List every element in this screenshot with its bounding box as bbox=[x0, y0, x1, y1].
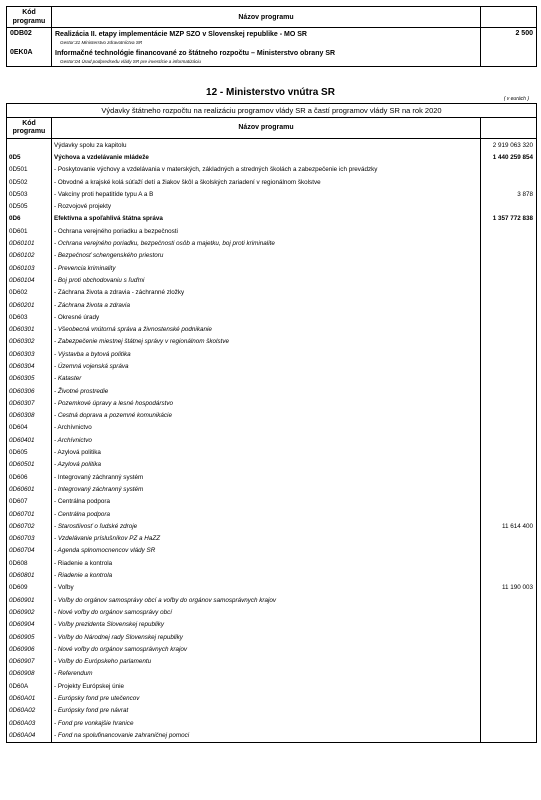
program-name: - Európsky fond pre utečencov bbox=[52, 692, 481, 704]
program-name: - Riadenie a kontrola bbox=[52, 557, 481, 569]
program-name: - Ochrana verejného poriadku, bezpečnosti osôb a majetku, boj proti kriminalite bbox=[52, 237, 481, 249]
program-amount bbox=[481, 643, 537, 655]
program-code: 0D601 bbox=[7, 225, 52, 237]
program-code: 0D60908 bbox=[7, 668, 52, 680]
program-cell bbox=[52, 28, 481, 48]
table-row bbox=[7, 569, 537, 581]
table-caption-row bbox=[7, 104, 537, 118]
program-name: - Vakcíny proti hepatitíde typu A a B bbox=[52, 188, 481, 200]
program-amount bbox=[481, 274, 537, 286]
program-code: 0D60A03 bbox=[7, 717, 52, 729]
table-row bbox=[7, 459, 537, 471]
table-row bbox=[7, 422, 537, 434]
program-code: 0D60904 bbox=[7, 619, 52, 631]
program-name: - Voľby prezidenta Slovenskej republiky bbox=[52, 619, 481, 631]
table-row bbox=[7, 631, 537, 643]
program-code: 0D60601 bbox=[7, 483, 52, 495]
program-name: - Fond na spolufinancovanie zahraničnej pomoci bbox=[52, 729, 481, 742]
program-name: - Voľby do Európskeho parlamentu bbox=[52, 655, 481, 667]
program-gestor: Gestor:04 Úrad podpredsedu vlády SR pre investície a informatizáciu bbox=[60, 59, 201, 64]
program-code: 0D604 bbox=[7, 422, 52, 434]
program-name: - Všeobecná vnútorná správa a živnostenské podnikanie bbox=[52, 323, 481, 335]
program-code: 0D60102 bbox=[7, 250, 52, 262]
program-name: - Archívnictvo bbox=[52, 434, 481, 446]
program-code: 0D60103 bbox=[7, 262, 52, 274]
table-row bbox=[7, 692, 537, 704]
table-row bbox=[7, 446, 537, 458]
program-title: Realizácia II. etapy implementácie MZP SZO v Slovenskej republike - MO SR bbox=[55, 31, 307, 38]
program-code: 0D602 bbox=[7, 287, 52, 299]
table-row bbox=[7, 299, 537, 311]
table-caption: Výdavky štátneho rozpočtu na realizáciu programov vlády SR a častí programov vlády SR na rok 2020 bbox=[7, 104, 537, 118]
program-name: - Zabezpečenie miestnej štátnej správy v regionálnom školstve bbox=[52, 336, 481, 348]
program-name: - Centrálna podpora bbox=[52, 496, 481, 508]
program-amount bbox=[481, 373, 537, 385]
program-amount bbox=[481, 200, 537, 212]
table-row bbox=[7, 360, 537, 372]
table-row bbox=[7, 594, 537, 606]
table-row bbox=[7, 533, 537, 545]
table-row bbox=[7, 557, 537, 569]
program-title: Informačné technológie financované zo štátneho rozpočtu – Ministerstvo obrany SR bbox=[55, 50, 336, 57]
program-name: - Poskytovanie výchovy a vzdelávania v materských, základných a stredných školách a zabezpečenie ich prevádzky bbox=[52, 164, 481, 176]
program-name: - Projekty Európskej únie bbox=[52, 680, 481, 692]
program-amount bbox=[481, 360, 537, 372]
program-name: - Centrálna podpora bbox=[52, 508, 481, 520]
program-name: - Záchrana života a zdravia bbox=[52, 299, 481, 311]
program-amount bbox=[481, 471, 537, 483]
table-row bbox=[7, 200, 537, 212]
program-code: 0D60307 bbox=[7, 397, 52, 409]
column-header-name: Názov programu bbox=[52, 7, 481, 28]
table-row bbox=[7, 250, 537, 262]
program-amount bbox=[481, 631, 537, 643]
table-row bbox=[7, 496, 537, 508]
program-amount bbox=[481, 545, 537, 557]
program-code: 0D60305 bbox=[7, 373, 52, 385]
table-row bbox=[7, 397, 537, 409]
program-amount bbox=[481, 619, 537, 631]
program-code: 0D60702 bbox=[7, 520, 52, 532]
program-amount: 1 440 259 854 bbox=[481, 151, 537, 163]
table-row bbox=[7, 705, 537, 717]
program-gestor: Gestor:31 Ministerstvo zdravotníctva SR bbox=[60, 40, 143, 45]
program-code: 0D60302 bbox=[7, 336, 52, 348]
program-code: 0D502 bbox=[7, 176, 52, 188]
table-row bbox=[7, 385, 537, 397]
program-code: 0D60101 bbox=[7, 237, 52, 249]
program-amount bbox=[481, 705, 537, 717]
program-code: 0D60303 bbox=[7, 348, 52, 360]
program-amount bbox=[481, 348, 537, 360]
program-amount bbox=[481, 311, 537, 323]
program-name: - Rozvojové projekty bbox=[52, 200, 481, 212]
program-name: - Azylová politika bbox=[52, 446, 481, 458]
table-row bbox=[7, 287, 537, 299]
program-amount bbox=[481, 287, 537, 299]
table-row bbox=[7, 434, 537, 446]
program-amount: 11 614 400 bbox=[481, 520, 537, 532]
program-cell bbox=[52, 47, 481, 67]
program-code: 0D60704 bbox=[7, 545, 52, 557]
program-name: - Vzdelávanie príslušníkov PZ a HaZZ bbox=[52, 533, 481, 545]
program-amount bbox=[481, 250, 537, 262]
column-header-code: Kód programu bbox=[7, 118, 52, 139]
column-header-name: Názov programu bbox=[52, 118, 481, 139]
column-header-value bbox=[481, 118, 537, 139]
program-amount bbox=[481, 237, 537, 249]
program-amount: 2 919 063 320 bbox=[481, 139, 537, 152]
program-name: - Integrovaný záchranný systém bbox=[52, 483, 481, 495]
table-row bbox=[7, 188, 537, 200]
program-amount bbox=[481, 606, 537, 618]
program-name: - Nové voľby do orgánov samosprávnych krajov bbox=[52, 643, 481, 655]
table-row bbox=[7, 545, 537, 557]
program-amount bbox=[481, 594, 537, 606]
program-name: - Riadenie a kontrola bbox=[52, 569, 481, 581]
program-amount bbox=[481, 729, 537, 742]
program-amount bbox=[481, 176, 537, 188]
program-code: 0D60905 bbox=[7, 631, 52, 643]
program-amount bbox=[481, 446, 537, 458]
program-name: - Bezpečnosť schengenského priestoru bbox=[52, 250, 481, 262]
table-row bbox=[7, 508, 537, 520]
program-amount bbox=[481, 385, 537, 397]
program-name: - Životné prostredie bbox=[52, 385, 481, 397]
program-name: - Voľby do Národnej rady Slovenskej republiky bbox=[52, 631, 481, 643]
program-name: - Nové voľby do orgánov samosprávy obcí bbox=[52, 606, 481, 618]
program-code: 0D503 bbox=[7, 188, 52, 200]
program-amount bbox=[481, 680, 537, 692]
program-code: 0DB02 bbox=[7, 28, 52, 48]
program-code: 0D60907 bbox=[7, 655, 52, 667]
program-amount bbox=[481, 692, 537, 704]
table-row bbox=[7, 323, 537, 335]
program-code: 0D60902 bbox=[7, 606, 52, 618]
table-row bbox=[7, 237, 537, 249]
program-amount bbox=[481, 299, 537, 311]
program-amount bbox=[481, 434, 537, 446]
program-code: 0EK0A bbox=[7, 47, 52, 67]
program-name: - Kataster bbox=[52, 373, 481, 385]
program-amount bbox=[481, 655, 537, 667]
program-name: - Fond pre vonkajšie hranice bbox=[52, 717, 481, 729]
program-name: - Voľby do orgánov samosprávy obcí a voľby do orgánov samosprávnych krajov bbox=[52, 594, 481, 606]
table-body bbox=[7, 139, 537, 743]
program-code: 0D607 bbox=[7, 496, 52, 508]
table-row bbox=[7, 213, 537, 225]
program-name: - Boj proti obchodovaniu s ľuďmi bbox=[52, 274, 481, 286]
program-amount bbox=[481, 483, 537, 495]
program-code: 0D60A02 bbox=[7, 705, 52, 717]
program-amount bbox=[481, 557, 537, 569]
table-row bbox=[7, 668, 537, 680]
program-code: 0D606 bbox=[7, 471, 52, 483]
program-code: 0D60906 bbox=[7, 643, 52, 655]
table-row bbox=[7, 729, 537, 742]
top-program-table bbox=[6, 6, 537, 67]
table-row bbox=[7, 139, 537, 152]
program-value: 2 500 bbox=[481, 28, 537, 48]
table-row bbox=[7, 471, 537, 483]
column-header-code: Kód programu bbox=[7, 7, 52, 28]
program-name: Efektívna a spoľahlivá štátna správa bbox=[52, 213, 481, 225]
program-amount bbox=[481, 336, 537, 348]
program-code: 0D60701 bbox=[7, 508, 52, 520]
program-code: 0D60901 bbox=[7, 594, 52, 606]
program-code bbox=[7, 139, 52, 152]
table-row bbox=[7, 274, 537, 286]
program-name: - Cestná doprava a pozemné komunikácie bbox=[52, 410, 481, 422]
top-table-row bbox=[7, 28, 537, 48]
table-row bbox=[7, 606, 537, 618]
program-code: 0D603 bbox=[7, 311, 52, 323]
program-amount bbox=[481, 496, 537, 508]
program-amount bbox=[481, 323, 537, 335]
program-amount bbox=[481, 410, 537, 422]
table-row bbox=[7, 225, 537, 237]
program-amount bbox=[481, 262, 537, 274]
table-row bbox=[7, 373, 537, 385]
program-name: Výdavky spolu za kapitolu bbox=[52, 139, 481, 152]
table-header bbox=[7, 118, 537, 139]
program-code: 0D608 bbox=[7, 557, 52, 569]
column-header-value bbox=[481, 7, 537, 28]
program-code: 0D6 bbox=[7, 213, 52, 225]
program-name: - Azylová politika bbox=[52, 459, 481, 471]
program-name: - Starostlivosť o ľudské zdroje bbox=[52, 520, 481, 532]
program-name: - Okresné úrady bbox=[52, 311, 481, 323]
top-table-row bbox=[7, 47, 537, 67]
program-amount bbox=[481, 508, 537, 520]
table-row bbox=[7, 680, 537, 692]
program-code: 0D60A01 bbox=[7, 692, 52, 704]
program-code: 0D609 bbox=[7, 582, 52, 594]
program-name: - Archívnictvo bbox=[52, 422, 481, 434]
table-row bbox=[7, 164, 537, 176]
program-code: 0D60501 bbox=[7, 459, 52, 471]
program-amount bbox=[481, 422, 537, 434]
table-row bbox=[7, 410, 537, 422]
table-row bbox=[7, 520, 537, 532]
table-row bbox=[7, 336, 537, 348]
top-table-header bbox=[7, 7, 537, 28]
table-row bbox=[7, 151, 537, 163]
program-code: 0D60703 bbox=[7, 533, 52, 545]
program-name: - Záchrana života a zdravia - záchranné zložky bbox=[52, 287, 481, 299]
program-code: 0D60801 bbox=[7, 569, 52, 581]
table-row bbox=[7, 619, 537, 631]
program-amount bbox=[481, 668, 537, 680]
table-row bbox=[7, 176, 537, 188]
table-row bbox=[7, 655, 537, 667]
program-code: 0D60301 bbox=[7, 323, 52, 335]
program-amount bbox=[481, 533, 537, 545]
program-amount bbox=[481, 225, 537, 237]
program-name: - Agenda splnomocnencov vlády SR bbox=[52, 545, 481, 557]
program-code: 0D501 bbox=[7, 164, 52, 176]
program-name: - Výstavba a bytová politika bbox=[52, 348, 481, 360]
table-row bbox=[7, 717, 537, 729]
program-code: 0D60A04 bbox=[7, 729, 52, 742]
program-amount: 11 190 003 bbox=[481, 582, 537, 594]
program-code: 0D5 bbox=[7, 151, 52, 163]
program-code: 0D60A bbox=[7, 680, 52, 692]
program-code: 0D60304 bbox=[7, 360, 52, 372]
program-name: - Prevencia kriminality bbox=[52, 262, 481, 274]
program-name: - Územná vojenská správa bbox=[52, 360, 481, 372]
section-title: 12 - Ministerstvo vnútra SR bbox=[206, 87, 335, 98]
program-code: 0D60401 bbox=[7, 434, 52, 446]
program-amount: 1 357 772 838 bbox=[481, 213, 537, 225]
table-row bbox=[7, 262, 537, 274]
table-row bbox=[7, 582, 537, 594]
program-code: 0D60104 bbox=[7, 274, 52, 286]
table-row bbox=[7, 643, 537, 655]
program-name: - Pozemkové úpravy a lesné hospodárstvo bbox=[52, 397, 481, 409]
program-name: - Referendum bbox=[52, 668, 481, 680]
program-amount bbox=[481, 717, 537, 729]
program-code: 0D505 bbox=[7, 200, 52, 212]
program-code: 0D60306 bbox=[7, 385, 52, 397]
program-amount bbox=[481, 164, 537, 176]
program-value bbox=[481, 47, 537, 67]
currency-unit: ( v eurách ) bbox=[503, 96, 529, 102]
program-code: 0D60201 bbox=[7, 299, 52, 311]
program-amount bbox=[481, 569, 537, 581]
program-code: 0D60308 bbox=[7, 410, 52, 422]
program-code: 0D605 bbox=[7, 446, 52, 458]
table-row bbox=[7, 311, 537, 323]
program-amount bbox=[481, 459, 537, 471]
program-name: - Voľby bbox=[52, 582, 481, 594]
program-amount: 3 878 bbox=[481, 188, 537, 200]
program-name: - Integrovaný záchranný systém bbox=[52, 471, 481, 483]
program-name: - Obvodné a krajské kolá súťaží detí a žiakov škôl a školských zariadení v regionálnom školstve bbox=[52, 176, 481, 188]
program-amount bbox=[481, 397, 537, 409]
program-name: - Európsky fond pre návrat bbox=[52, 705, 481, 717]
expenditure-table bbox=[6, 103, 537, 743]
table-row bbox=[7, 483, 537, 495]
table-row bbox=[7, 348, 537, 360]
program-name: Výchova a vzdelávanie mládeže bbox=[52, 151, 481, 163]
program-name: - Ochrana verejného poriadku a bezpečnosti bbox=[52, 225, 481, 237]
